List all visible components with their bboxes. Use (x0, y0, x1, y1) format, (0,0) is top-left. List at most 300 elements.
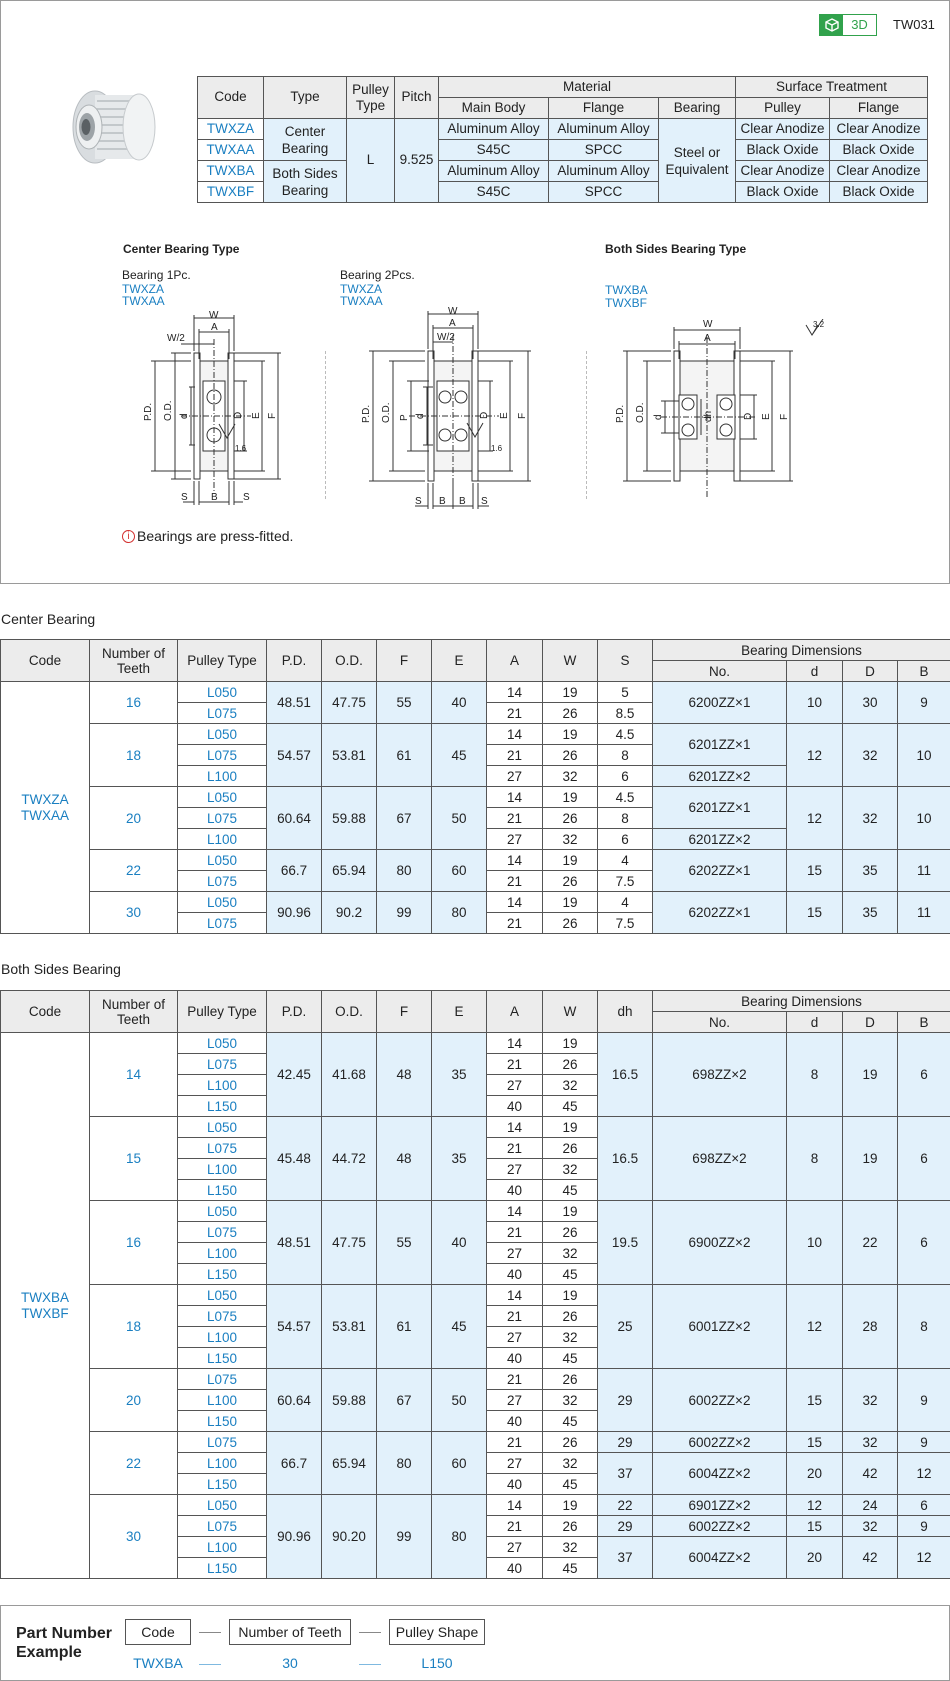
a-cell: 14 (487, 724, 543, 745)
t2-header-bearing-dims: Bearing Dimensions (653, 991, 950, 1012)
w-cell: 32 (543, 766, 598, 787)
diagram1-code2: TWXAA (122, 294, 165, 308)
spec-header-bearing: Bearing (659, 98, 736, 119)
bearing-b-cell: 8 (898, 1285, 950, 1369)
t2-header-D: D (843, 1012, 898, 1033)
spec-surface-flange: Black Oxide (830, 140, 928, 161)
part-number-label-line2: Example (16, 1644, 82, 1661)
a-cell: 40 (487, 1558, 543, 1579)
spec-table (197, 76, 928, 203)
a-cell: 21 (487, 1138, 543, 1159)
dim-D: D (233, 411, 244, 419)
spec-surface-flange: Clear Anodize (830, 119, 928, 140)
dh-cell: 22 (598, 1495, 653, 1516)
bearing-d-cell: 20 (787, 1537, 843, 1579)
pulley-type-link[interactable]: L150 (178, 1180, 267, 1201)
dh-cell: 25 (598, 1285, 653, 1369)
t1-header-d: d (787, 661, 843, 682)
e-cell: 35 (432, 1117, 487, 1201)
bearing-no-cell: 6201ZZ×1 (653, 724, 787, 766)
a-cell: 27 (487, 1453, 543, 1474)
diagram3-code2: TWXBF (605, 296, 647, 310)
e-cell: 45 (432, 724, 487, 787)
bearing-d-cell: 15 (787, 850, 843, 892)
pulley-type-link[interactable]: L100 (178, 1327, 267, 1348)
t2-header-code: Code (1, 991, 90, 1033)
pulley-type-link[interactable]: L050 (178, 892, 267, 913)
od-cell: 53.81 (322, 1285, 377, 1369)
w-cell: 32 (543, 1075, 598, 1096)
bearing-D-cell: 32 (843, 1516, 898, 1537)
bearing-no-cell: 6201ZZ×2 (653, 829, 787, 850)
dim-f: F (267, 412, 278, 419)
spec-main-body: S45C (439, 182, 549, 203)
spec-header-code: Code (198, 77, 264, 119)
spec-flange: SPCC (549, 140, 659, 161)
bearing-no-cell: 6201ZZ×2 (653, 766, 787, 787)
dh-cell: 19.5 (598, 1201, 653, 1285)
e-cell: 35 (432, 1033, 487, 1117)
od-cell: 41.68 (322, 1033, 377, 1117)
pulley-type-link[interactable]: L100 (178, 1243, 267, 1264)
spec-header-type: Type (264, 77, 347, 119)
s-cell: 4 (598, 850, 653, 871)
pd-cell: 54.57 (267, 1285, 322, 1369)
pulley-type-link[interactable]: L100 (178, 1390, 267, 1411)
bearing-d-cell: 10 (787, 682, 843, 724)
w-cell: 32 (543, 1453, 598, 1474)
part-number-example (0, 1605, 950, 1681)
spec-flange: Aluminum Alloy (549, 161, 659, 182)
dim-pd: P.D. (143, 402, 154, 421)
dh-cell: 37 (598, 1537, 653, 1579)
both-sides-table (0, 990, 950, 1579)
t1-header-code: Code (1, 640, 90, 682)
pulley-type-link[interactable]: L100 (178, 1537, 267, 1558)
pulley-type-link[interactable]: L075 (178, 1516, 267, 1537)
pulley-type-link[interactable]: L100 (178, 1159, 267, 1180)
dim-e: E (761, 413, 772, 420)
t2-header-od: O.D. (322, 991, 377, 1033)
a-cell: 40 (487, 1096, 543, 1117)
spec-code-link[interactable]: TWXAA (198, 140, 264, 161)
pulley-type-link[interactable]: L050 (178, 1495, 267, 1516)
t2-header-f: F (377, 991, 432, 1033)
w-cell: 32 (543, 1243, 598, 1264)
pd-cell: 60.64 (267, 1369, 322, 1432)
w-cell: 26 (543, 913, 598, 934)
both-sides-section-title: Both Sides Bearing (1, 961, 121, 977)
t2-header-dh: dh (598, 991, 653, 1033)
bearing-no-cell: 6001ZZ×2 (653, 1285, 787, 1369)
a-cell: 21 (487, 913, 543, 934)
pulley-type-link[interactable]: L050 (178, 1117, 267, 1138)
bearing-D-cell: 42 (843, 1453, 898, 1495)
t1-header-pd: P.D. (267, 640, 322, 682)
table-row (1, 1369, 950, 1390)
t1-header-w: W (543, 640, 598, 682)
pulley-type-link[interactable]: L075 (178, 1432, 267, 1453)
both-sides-bearing-drawing (611, 319, 836, 509)
w-cell: 26 (543, 871, 598, 892)
spec-main-body: Aluminum Alloy (439, 161, 549, 182)
bearing-D-cell: 24 (843, 1495, 898, 1516)
dim-w: W (209, 310, 219, 321)
spec-code-link[interactable]: TWXBF (198, 182, 264, 203)
pn-value-separator (359, 1664, 381, 1665)
spec-header-main-body: Main Body (439, 98, 549, 119)
pulley-type-link[interactable]: L150 (178, 1264, 267, 1285)
bearing-D-cell: 19 (843, 1033, 898, 1117)
s-cell: 7.5 (598, 871, 653, 892)
dim-f: F (779, 413, 790, 420)
dim-b: B (459, 496, 466, 507)
pn-shape-box: Pulley Shape (389, 1619, 485, 1645)
dim-b: B (211, 492, 218, 503)
f-cell: 99 (377, 892, 432, 934)
a-cell: 27 (487, 1243, 543, 1264)
dim-a: A (211, 322, 218, 333)
pulley-type-link[interactable]: L100 (178, 1453, 267, 1474)
od-cell: 47.75 (322, 682, 377, 724)
diagram3-code1: TWXBA (605, 283, 648, 297)
w-cell: 26 (543, 745, 598, 766)
t1-header-no: No. (653, 661, 787, 682)
dim-w2: W/2 (437, 332, 455, 343)
dim-d: d (179, 413, 190, 419)
bearing-D-cell: 30 (843, 682, 898, 724)
t1-header-teeth: Number of Teeth (90, 640, 178, 682)
note-text: Bearings are press-fitted. (137, 528, 294, 544)
w-cell: 19 (543, 787, 598, 808)
spec-header-flange-surface: Flange (830, 98, 928, 119)
w-cell: 26 (543, 1054, 598, 1075)
w-cell: 19 (543, 892, 598, 913)
t1-header-a: A (487, 640, 543, 682)
a-cell: 27 (487, 1390, 543, 1411)
a-cell: 40 (487, 1348, 543, 1369)
spec-code-link[interactable]: TWXZA (198, 119, 264, 140)
dh-cell: 16.5 (598, 1117, 653, 1201)
pulley-type-link[interactable]: L075 (178, 1222, 267, 1243)
spec-header-surface: Surface Treatment (736, 77, 928, 98)
od-cell: 90.20 (322, 1495, 377, 1579)
pulley-type-link[interactable]: L050 (178, 787, 267, 808)
pulley-type-link[interactable]: L150 (178, 1558, 267, 1579)
t2-header-a: A (487, 991, 543, 1033)
bearing-b-cell: 9 (898, 1516, 950, 1537)
od-cell: 59.88 (322, 787, 377, 850)
dh-cell: 29 (598, 1516, 653, 1537)
pulley-type-link[interactable]: L075 (178, 1306, 267, 1327)
pulley-type-link[interactable]: L075 (178, 871, 267, 892)
spec-flange: SPCC (549, 182, 659, 203)
w-cell: 45 (543, 1348, 598, 1369)
dh-cell: 37 (598, 1453, 653, 1495)
spec-header-flange: Flange (549, 98, 659, 119)
dim-D: D (743, 412, 754, 420)
a-cell: 14 (487, 1285, 543, 1306)
pn-separator (359, 1632, 381, 1633)
diagram-divider (586, 351, 587, 499)
w-cell: 19 (543, 1495, 598, 1516)
bearing-b-cell: 10 (898, 724, 950, 787)
w-cell: 26 (543, 703, 598, 724)
t2-header-b: B (898, 1012, 950, 1033)
bearing-no-cell: 6200ZZ×1 (653, 682, 787, 724)
bearing-d-cell: 12 (787, 724, 843, 787)
bearing-b-cell: 12 (898, 1453, 950, 1495)
teeth-cell: 14 (90, 1033, 178, 1117)
pd-cell: 90.96 (267, 1495, 322, 1579)
teeth-cell: 22 (90, 1432, 178, 1495)
info-icon: i (122, 530, 135, 543)
t1-header-od: O.D. (322, 640, 377, 682)
table-row (1, 1117, 950, 1138)
w-cell: 45 (543, 1264, 598, 1285)
w-cell: 32 (543, 1327, 598, 1348)
f-cell: 80 (377, 1432, 432, 1495)
t1-header-e: E (432, 640, 487, 682)
pulley-type-link[interactable]: L075 (178, 1054, 267, 1075)
pd-cell: 60.64 (267, 787, 322, 850)
bearing-b-cell: 11 (898, 850, 950, 892)
pulley-type-link[interactable]: L050 (178, 1201, 267, 1222)
pulley-type-link[interactable]: L150 (178, 1474, 267, 1495)
part-number-label (16, 1624, 112, 1662)
pulley-type-link[interactable]: L050 (178, 1285, 267, 1306)
spec-header-pitch: Pitch (395, 77, 439, 119)
t1-header-D: D (843, 661, 898, 682)
pulley-product-image (63, 87, 163, 167)
table-row (1, 1495, 950, 1516)
teeth-cell: 30 (90, 892, 178, 934)
e-cell: 45 (432, 1285, 487, 1369)
w-cell: 26 (543, 1306, 598, 1327)
bearing-d-cell: 12 (787, 1495, 843, 1516)
pulley-type-link[interactable]: L075 (178, 745, 267, 766)
t2-header-d: d (787, 1012, 843, 1033)
pulley-type-link[interactable]: L150 (178, 1411, 267, 1432)
a-cell: 21 (487, 1222, 543, 1243)
bearing-d-cell: 15 (787, 892, 843, 934)
a-cell: 40 (487, 1180, 543, 1201)
bearing-b-cell: 6 (898, 1201, 950, 1285)
bearing-D-cell: 19 (843, 1117, 898, 1201)
bearing-no-cell: 6002ZZ×2 (653, 1432, 787, 1453)
od-cell: 53.81 (322, 724, 377, 787)
teeth-cell: 18 (90, 724, 178, 787)
dim-s: S (415, 496, 422, 507)
bearing-b-cell: 6 (898, 1033, 950, 1117)
dim-D: D (479, 411, 490, 419)
dim-a: A (704, 333, 711, 344)
bearing-D-cell: 35 (843, 850, 898, 892)
t2-header-pd: P.D. (267, 991, 322, 1033)
center-bearing-section-title: Center Bearing (1, 611, 96, 627)
s-cell: 5 (598, 682, 653, 703)
spec-header-pulley: Pulley (736, 98, 830, 119)
pulley-type-link[interactable]: L075 (178, 1369, 267, 1390)
pulley-type-link[interactable]: L075 (178, 703, 267, 724)
dim-od: O.D. (381, 402, 392, 423)
w-cell: 45 (543, 1558, 598, 1579)
t1-header-f: F (377, 640, 432, 682)
a-cell: 14 (487, 1201, 543, 1222)
diagram1-code1: TWXZA (122, 282, 164, 296)
f-cell: 55 (377, 682, 432, 724)
w-cell: 19 (543, 1201, 598, 1222)
code-link[interactable]: TWXZA (21, 791, 69, 807)
od-cell: 59.88 (322, 1369, 377, 1432)
pulley-type-link[interactable]: L100 (178, 829, 267, 850)
a-cell: 27 (487, 829, 543, 850)
od-cell: 90.2 (322, 892, 377, 934)
w-cell: 32 (543, 1537, 598, 1558)
a-cell: 40 (487, 1474, 543, 1495)
s-cell: 8.5 (598, 703, 653, 724)
a-cell: 14 (487, 1495, 543, 1516)
pulley-type-link[interactable]: L050 (178, 682, 267, 703)
dim-w: W (448, 306, 458, 317)
3d-view-button[interactable] (819, 14, 877, 36)
roughness-label: 1.6 (491, 444, 503, 453)
w-cell: 19 (543, 850, 598, 871)
spec-surface-pulley: Clear Anodize (736, 119, 830, 140)
bearing-d-cell: 10 (787, 1201, 843, 1285)
table-row (1, 1033, 950, 1054)
code-link[interactable]: TWXBF (21, 1305, 69, 1321)
diagram1-label: Bearing 1Pc. (122, 268, 191, 282)
both-sides-type-title: Both Sides Bearing Type (605, 242, 747, 256)
dim-s: S (181, 492, 188, 503)
a-cell: 27 (487, 1075, 543, 1096)
spec-header-pulley-type: Pulley Type (347, 77, 395, 119)
bearing-no-cell: 6202ZZ×1 (653, 892, 787, 934)
center-bearing-table (0, 639, 950, 934)
bearing-d-cell: 12 (787, 1285, 843, 1369)
dim-b: B (439, 496, 446, 507)
e-cell: 80 (432, 892, 487, 934)
s-cell: 8 (598, 745, 653, 766)
pulley-type-link[interactable]: L050 (178, 850, 267, 871)
pulley-type-link[interactable]: L150 (178, 1348, 267, 1369)
spec-pitch: 9.525 (395, 119, 439, 203)
pd-cell: 90.96 (267, 892, 322, 934)
bearing-no-cell: 6004ZZ×2 (653, 1537, 787, 1579)
diagram2-label: Bearing 2Pcs. (340, 268, 415, 282)
pulley-type-link[interactable]: L100 (178, 1075, 267, 1096)
t2-header-no: No. (653, 1012, 787, 1033)
pulley-type-link[interactable]: L075 (178, 913, 267, 934)
spec-main-body: Aluminum Alloy (439, 119, 549, 140)
dim-s: S (243, 492, 250, 503)
diagram2-code2: TWXAA (340, 294, 383, 308)
pd-cell: 45.48 (267, 1117, 322, 1201)
a-cell: 27 (487, 1159, 543, 1180)
e-cell: 80 (432, 1495, 487, 1579)
e-cell: 60 (432, 850, 487, 892)
bearing-d-cell: 8 (787, 1117, 843, 1201)
f-cell: 61 (377, 724, 432, 787)
pd-cell: 54.57 (267, 724, 322, 787)
pn-separator (199, 1632, 221, 1633)
w-cell: 19 (543, 1285, 598, 1306)
w-cell: 32 (543, 1390, 598, 1411)
w-cell: 26 (543, 1369, 598, 1390)
t1-code-cell (1, 682, 90, 934)
a-cell: 14 (487, 850, 543, 871)
dim-s: S (481, 496, 488, 507)
spec-surface-flange: Clear Anodize (830, 161, 928, 182)
s-cell: 7.5 (598, 913, 653, 934)
a-cell: 27 (487, 1537, 543, 1558)
bearing-d-cell: 15 (787, 1369, 843, 1432)
table-row (1, 850, 950, 871)
code-link[interactable]: TWXBA (20, 1289, 69, 1305)
spec-main-body: S45C (439, 140, 549, 161)
a-cell: 21 (487, 703, 543, 724)
a-cell: 27 (487, 766, 543, 787)
dim-e: E (499, 412, 510, 419)
t1-header-s: S (598, 640, 653, 682)
w-cell: 32 (543, 829, 598, 850)
pn-code-value: TWXBA (133, 1655, 183, 1671)
f-cell: 67 (377, 787, 432, 850)
a-cell: 21 (487, 808, 543, 829)
w-cell: 32 (543, 1159, 598, 1180)
pn-teeth-value: 30 (282, 1655, 298, 1671)
w-cell: 19 (543, 682, 598, 703)
pulley-type-link[interactable]: L050 (178, 724, 267, 745)
pulley-type-link[interactable]: L150 (178, 1096, 267, 1117)
table-row (1, 892, 950, 913)
e-cell: 50 (432, 1369, 487, 1432)
dim-od: O.D. (163, 400, 174, 421)
bearing-no-cell: 6202ZZ×1 (653, 850, 787, 892)
teeth-cell: 18 (90, 1285, 178, 1369)
a-cell: 21 (487, 1306, 543, 1327)
od-cell: 65.94 (322, 850, 377, 892)
table-row (1, 724, 950, 745)
spec-flange: Aluminum Alloy (549, 119, 659, 140)
spec-type-both: Both Sides Bearing (264, 161, 347, 203)
pulley-type-link[interactable]: L075 (178, 808, 267, 829)
dim-e: E (251, 412, 262, 419)
a-cell: 21 (487, 1516, 543, 1537)
pulley-type-link[interactable]: L050 (178, 1033, 267, 1054)
table-row (1, 1432, 950, 1453)
bearing-no-cell: 6002ZZ×2 (653, 1369, 787, 1432)
cube-icon (820, 15, 843, 35)
bearing-D-cell: 42 (843, 1537, 898, 1579)
od-cell: 44.72 (322, 1117, 377, 1201)
bearing-b-cell: 6 (898, 1117, 950, 1201)
spec-code-link[interactable]: TWXBA (198, 161, 264, 182)
pd-cell: 66.7 (267, 850, 322, 892)
bearing-no-cell: 6901ZZ×2 (653, 1495, 787, 1516)
pn-shape-value: L150 (421, 1655, 453, 1671)
pulley-type-link[interactable]: L075 (178, 1138, 267, 1159)
code-link[interactable]: TWXAA (20, 807, 69, 823)
dim-p: P (399, 414, 410, 421)
a-cell: 21 (487, 1369, 543, 1390)
pulley-type-link[interactable]: L100 (178, 766, 267, 787)
w-cell: 26 (543, 1516, 598, 1537)
spec-type-center: Center Bearing (264, 119, 347, 161)
teeth-cell: 20 (90, 1369, 178, 1432)
table-row (1, 682, 950, 703)
